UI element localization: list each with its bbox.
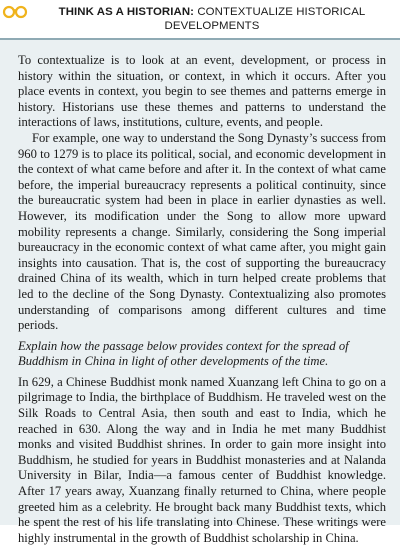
panel-body [18, 53, 386, 546]
question-prompt: Explain how the passage below provides context for the spread of Buddhism in China in light of other developments of the time. [18, 338, 349, 369]
panel-title [32, 5, 392, 33]
panel-header [0, 0, 400, 40]
source-passage: In 629, a Chinese Buddhist monk named Xuanzang left China to go on a pilgrimage to India, the birthplace of Buddhism. He traveled west on the Silk Roads to Central Asia, then south and east to India, which he reached in 630. Along the way and in India he met many Buddhist monks and visited Buddhist shrines. In order to gain more insight into Buddhism, he studied for years in Buddhist monasteries and at Nalanda University in Bilar, India—a famous center of Buddhist knowledge. After 17 years away, Xuanzang finally returned to China, where people greeted him as a celebrity. He brought back many Buddhist texts, which he spent the rest of his life translating into Chinese. These writings were highly instrumental in the growth of Buddhist scholarship in China. [18, 374, 386, 545]
goggles-icon [2, 5, 28, 19]
example-paragraph: For example, one way to understand the Song Dynasty’s success from 960 to 1279 is to place its political, social, and economic development in the context of what came before and after it. In the context of what came before, the imperial bureaucracy represents a political continuity, since the bureaucratic system had been in place in earlier dynasties as well. However, its modification under the Song to allow more upward mobility represents a change. Similarly, considering the Song imperial bureaucracy in the economic context of what came after, you might gain insights into causation. That is, the cost of supporting the bureaucracy drained China of its wealth, which in turn helped create problems that led to the decline of the Song Dynasty. Contextualizing also promotes understanding of comparisons among different cultures and time periods. [18, 130, 386, 333]
intro-paragraph: To contextualize is to look at an event, development, or process in history within the situation, or context, in which it occurs. After you place events in context, you begin to see themes and patterns emerge in history. Historians use these themes and patterns to understand the interactions of laws, institutions, culture, events, and people. [18, 53, 386, 130]
panel-title-text: CONTEXTUALIZE HISTORICAL DEVELOPMENTS [164, 6, 366, 32]
panel-title-label: THINK AS A HISTORIAN: [58, 6, 195, 18]
